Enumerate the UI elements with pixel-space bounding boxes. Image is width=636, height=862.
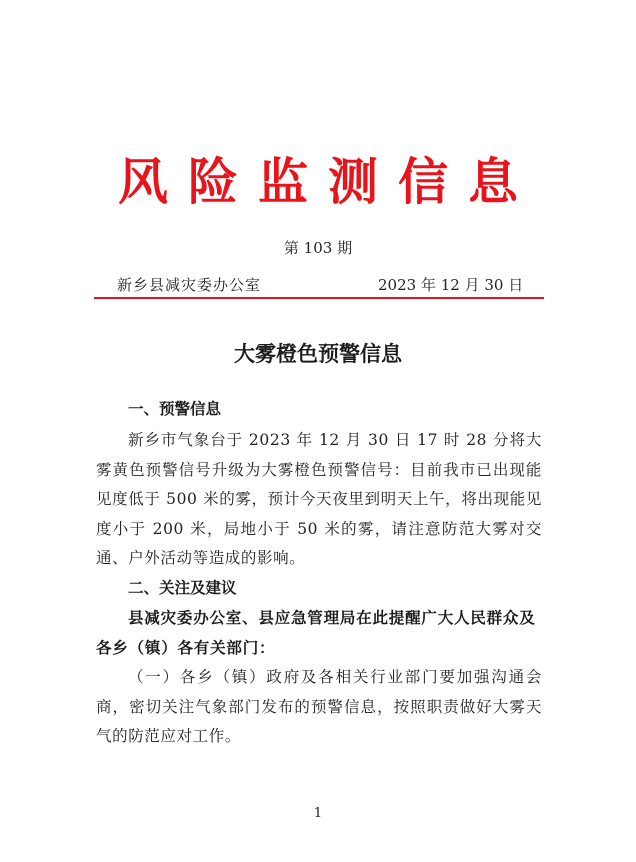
issue-number: 第 103 期: [283, 239, 353, 257]
section-heading-advice: 二、关注及建议: [128, 579, 237, 597]
section-heading-warning: 一、预警信息: [128, 400, 222, 418]
red-divider: [94, 297, 544, 299]
page-number: 1: [313, 806, 323, 821]
document-title: 大雾橙色预警信息: [234, 342, 402, 366]
paragraph-item-1: （一）各乡（镇）政府及各相关行业部门要加强沟通会商，密切关注气象部门发布的预警信息，按照职责做好大雾天气的防范应对工作。: [96, 668, 542, 745]
paragraph-reminder: 县减灾委办公室、县应急管理局在此提醒广大人民群众及各乡（镇）各有关部门：: [96, 608, 536, 657]
issuer-name: 新乡县减灾委办公室: [117, 276, 262, 294]
masthead-title: 风险监测信息: [118, 153, 538, 211]
issue-date: 2023 年 12 月 30 日: [378, 276, 524, 294]
paragraph-warning-info: 新乡市气象台于 2023 年 12 月 30 日 17 时 28 分将大雾黄色预警信号升级为大雾橙色预警信号：目前我市已出现能见度低于 500 米的雾，预计今天夜里到明天上午，将出现能见度小于 200 米，局地小于 50 米的雾，请注意防范大雾对交通、户外活动等造成的影响。: [96, 431, 542, 567]
